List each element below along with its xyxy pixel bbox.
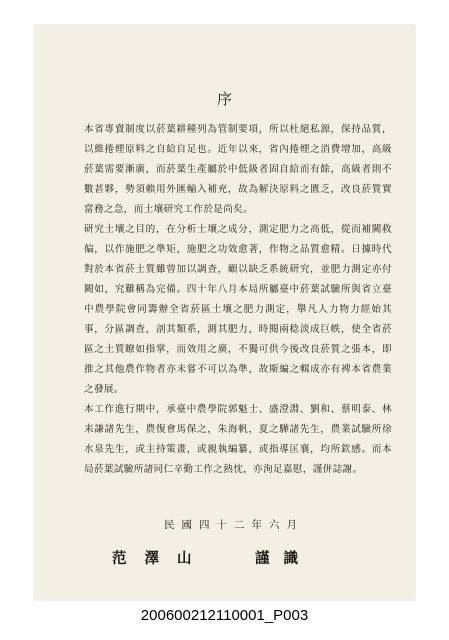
signature-name: 范澤山 bbox=[112, 550, 210, 567]
preface-date: 民國四十二年六月 bbox=[164, 519, 304, 531]
preface-title: 序 bbox=[216, 90, 232, 108]
document-page bbox=[34, 25, 415, 600]
preface-paragraph-3: 本工作進行期中，承臺中農學院郭魁士、盛澄淵、劉和、蔡明泰、林耒謙諸先生，農復會馬保之，朱海帆，夏之驊諸先生，農業試驗所徐水泉先生，或主持策畫，或親執編纂，或指導匡襄，均所欽感。而本局菸葉試驗所諸同仁辛勤工作之熱忱，亦洵足嘉慰，謹併誌謝。 bbox=[84, 404, 392, 475]
preface-paragraph-2: 研究土壤之目的，在分析土壤之成分，測定肥力之高低，從而補闕救偏，以作施肥之準矩，施肥之功效愈著，作物之品質愈精。日據時代對於本省菸土質雖曾加以調查，顧以缺乏系統研究，並肥力測定亦付闕如，究難稱為完備。四十年八月本局所屬臺中菸葉試驗所與省立臺中農學院會同籌辦全省菸區土壤之肥力測定，舉凡人力物力經始其事，分區調查，剖其類系，測其肥力，時閱兩稔淡成巨帙，使全省菸區之土質瞭如指掌，而效用之廣，不獨可供今後改良菸質之張本，即推之其他農作物者亦未嘗不可以為準，故斯編之輯成亦有裨本省農業之發展。 bbox=[84, 224, 392, 395]
image-caption: 200600212110001_P003 bbox=[140, 607, 309, 624]
preface-body bbox=[84, 120, 392, 480]
preface-paragraph-1: 本省專賣制度以菸葉耕種列為管制要項，所以杜絕私源，保持品質，以維捲煙原料之自給自足也。近年以來，省內捲煙之消費增加，高級菸葉需要漸廣，而菸葉生產屬於中低級者固自給而有餘，高級者則不數甚夥，勢須賴用外匯輸入補充，故為解決原料之匱乏，改良菸質實當務之急，而土壤研究工作於是尚矣。 bbox=[84, 124, 392, 215]
signature-verb: 謹識 bbox=[255, 550, 312, 567]
